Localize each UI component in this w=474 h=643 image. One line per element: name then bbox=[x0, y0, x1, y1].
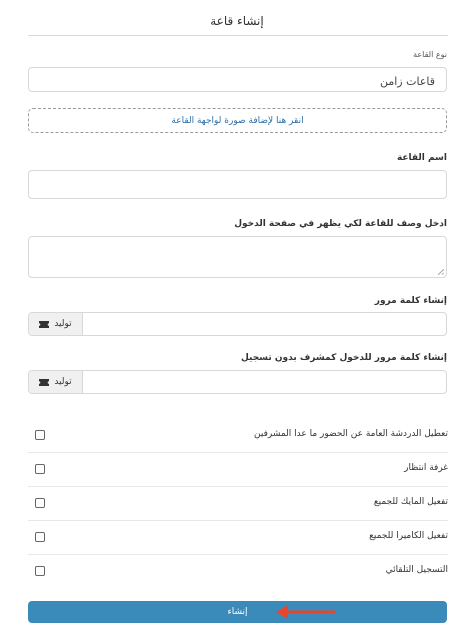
ticket-icon bbox=[39, 321, 49, 328]
description-label: ادخل وصف للقاعة لكي يظهر في صفحة الدخول bbox=[234, 219, 447, 229]
create-room-label: إنشاء bbox=[227, 607, 248, 617]
auto-recording-checkbox[interactable] bbox=[35, 566, 45, 576]
upload-image-label: انقر هنا لإضافة صورة لواجهة القاعة bbox=[171, 116, 304, 126]
option-enable-camera bbox=[28, 521, 448, 555]
generate-moderator-password-button[interactable] bbox=[29, 371, 83, 393]
enable-camera-label: تفعيل الكاميرا للجميع bbox=[369, 531, 448, 541]
upload-image-area[interactable] bbox=[28, 108, 447, 133]
enable-camera-checkbox[interactable] bbox=[35, 532, 45, 542]
password-label: إنشاء كلمة مرور bbox=[374, 296, 447, 306]
moderator-password-label: إنشاء كلمة مرور للدخول كمشرف بدون تسجيل bbox=[240, 353, 447, 363]
waiting-room-checkbox[interactable] bbox=[35, 464, 45, 474]
room-name-label: اسم القاعة bbox=[396, 153, 447, 163]
auto-recording-label: التسجيل التلقائي bbox=[385, 565, 448, 575]
description-textarea[interactable] bbox=[28, 236, 447, 278]
option-disable-chat bbox=[28, 419, 448, 453]
generate-moderator-password-label: توليد bbox=[54, 377, 72, 387]
option-auto-recording bbox=[28, 555, 448, 589]
moderator-password-input[interactable] bbox=[28, 370, 447, 394]
generate-password-button[interactable] bbox=[29, 313, 83, 335]
room-type-value: قاعات زامن bbox=[379, 75, 435, 88]
page-title: إنشاء قاعة bbox=[210, 14, 264, 28]
option-waiting-room bbox=[28, 453, 448, 487]
enable-mic-label: تفعيل المايك للجميع bbox=[373, 497, 448, 507]
room-type-label: نوع القاعة bbox=[413, 50, 447, 59]
title-divider bbox=[28, 35, 448, 36]
resize-handle-icon[interactable] bbox=[438, 269, 444, 275]
create-room-button[interactable] bbox=[28, 601, 447, 623]
room-type-select[interactable] bbox=[28, 67, 447, 92]
waiting-room-label: غرفة انتظار bbox=[404, 463, 448, 473]
enable-mic-checkbox[interactable] bbox=[35, 498, 45, 508]
disable-chat-label: تعطيل الدردشة العامة عن الحضور ما عدا المشرفين bbox=[254, 429, 448, 439]
arrow-left-icon bbox=[274, 603, 336, 621]
password-input[interactable] bbox=[28, 312, 447, 336]
ticket-icon bbox=[39, 379, 49, 386]
option-enable-mic bbox=[28, 487, 448, 521]
generate-password-label: توليد bbox=[54, 319, 72, 329]
room-name-input[interactable] bbox=[28, 170, 447, 199]
disable-chat-checkbox[interactable] bbox=[35, 430, 45, 440]
